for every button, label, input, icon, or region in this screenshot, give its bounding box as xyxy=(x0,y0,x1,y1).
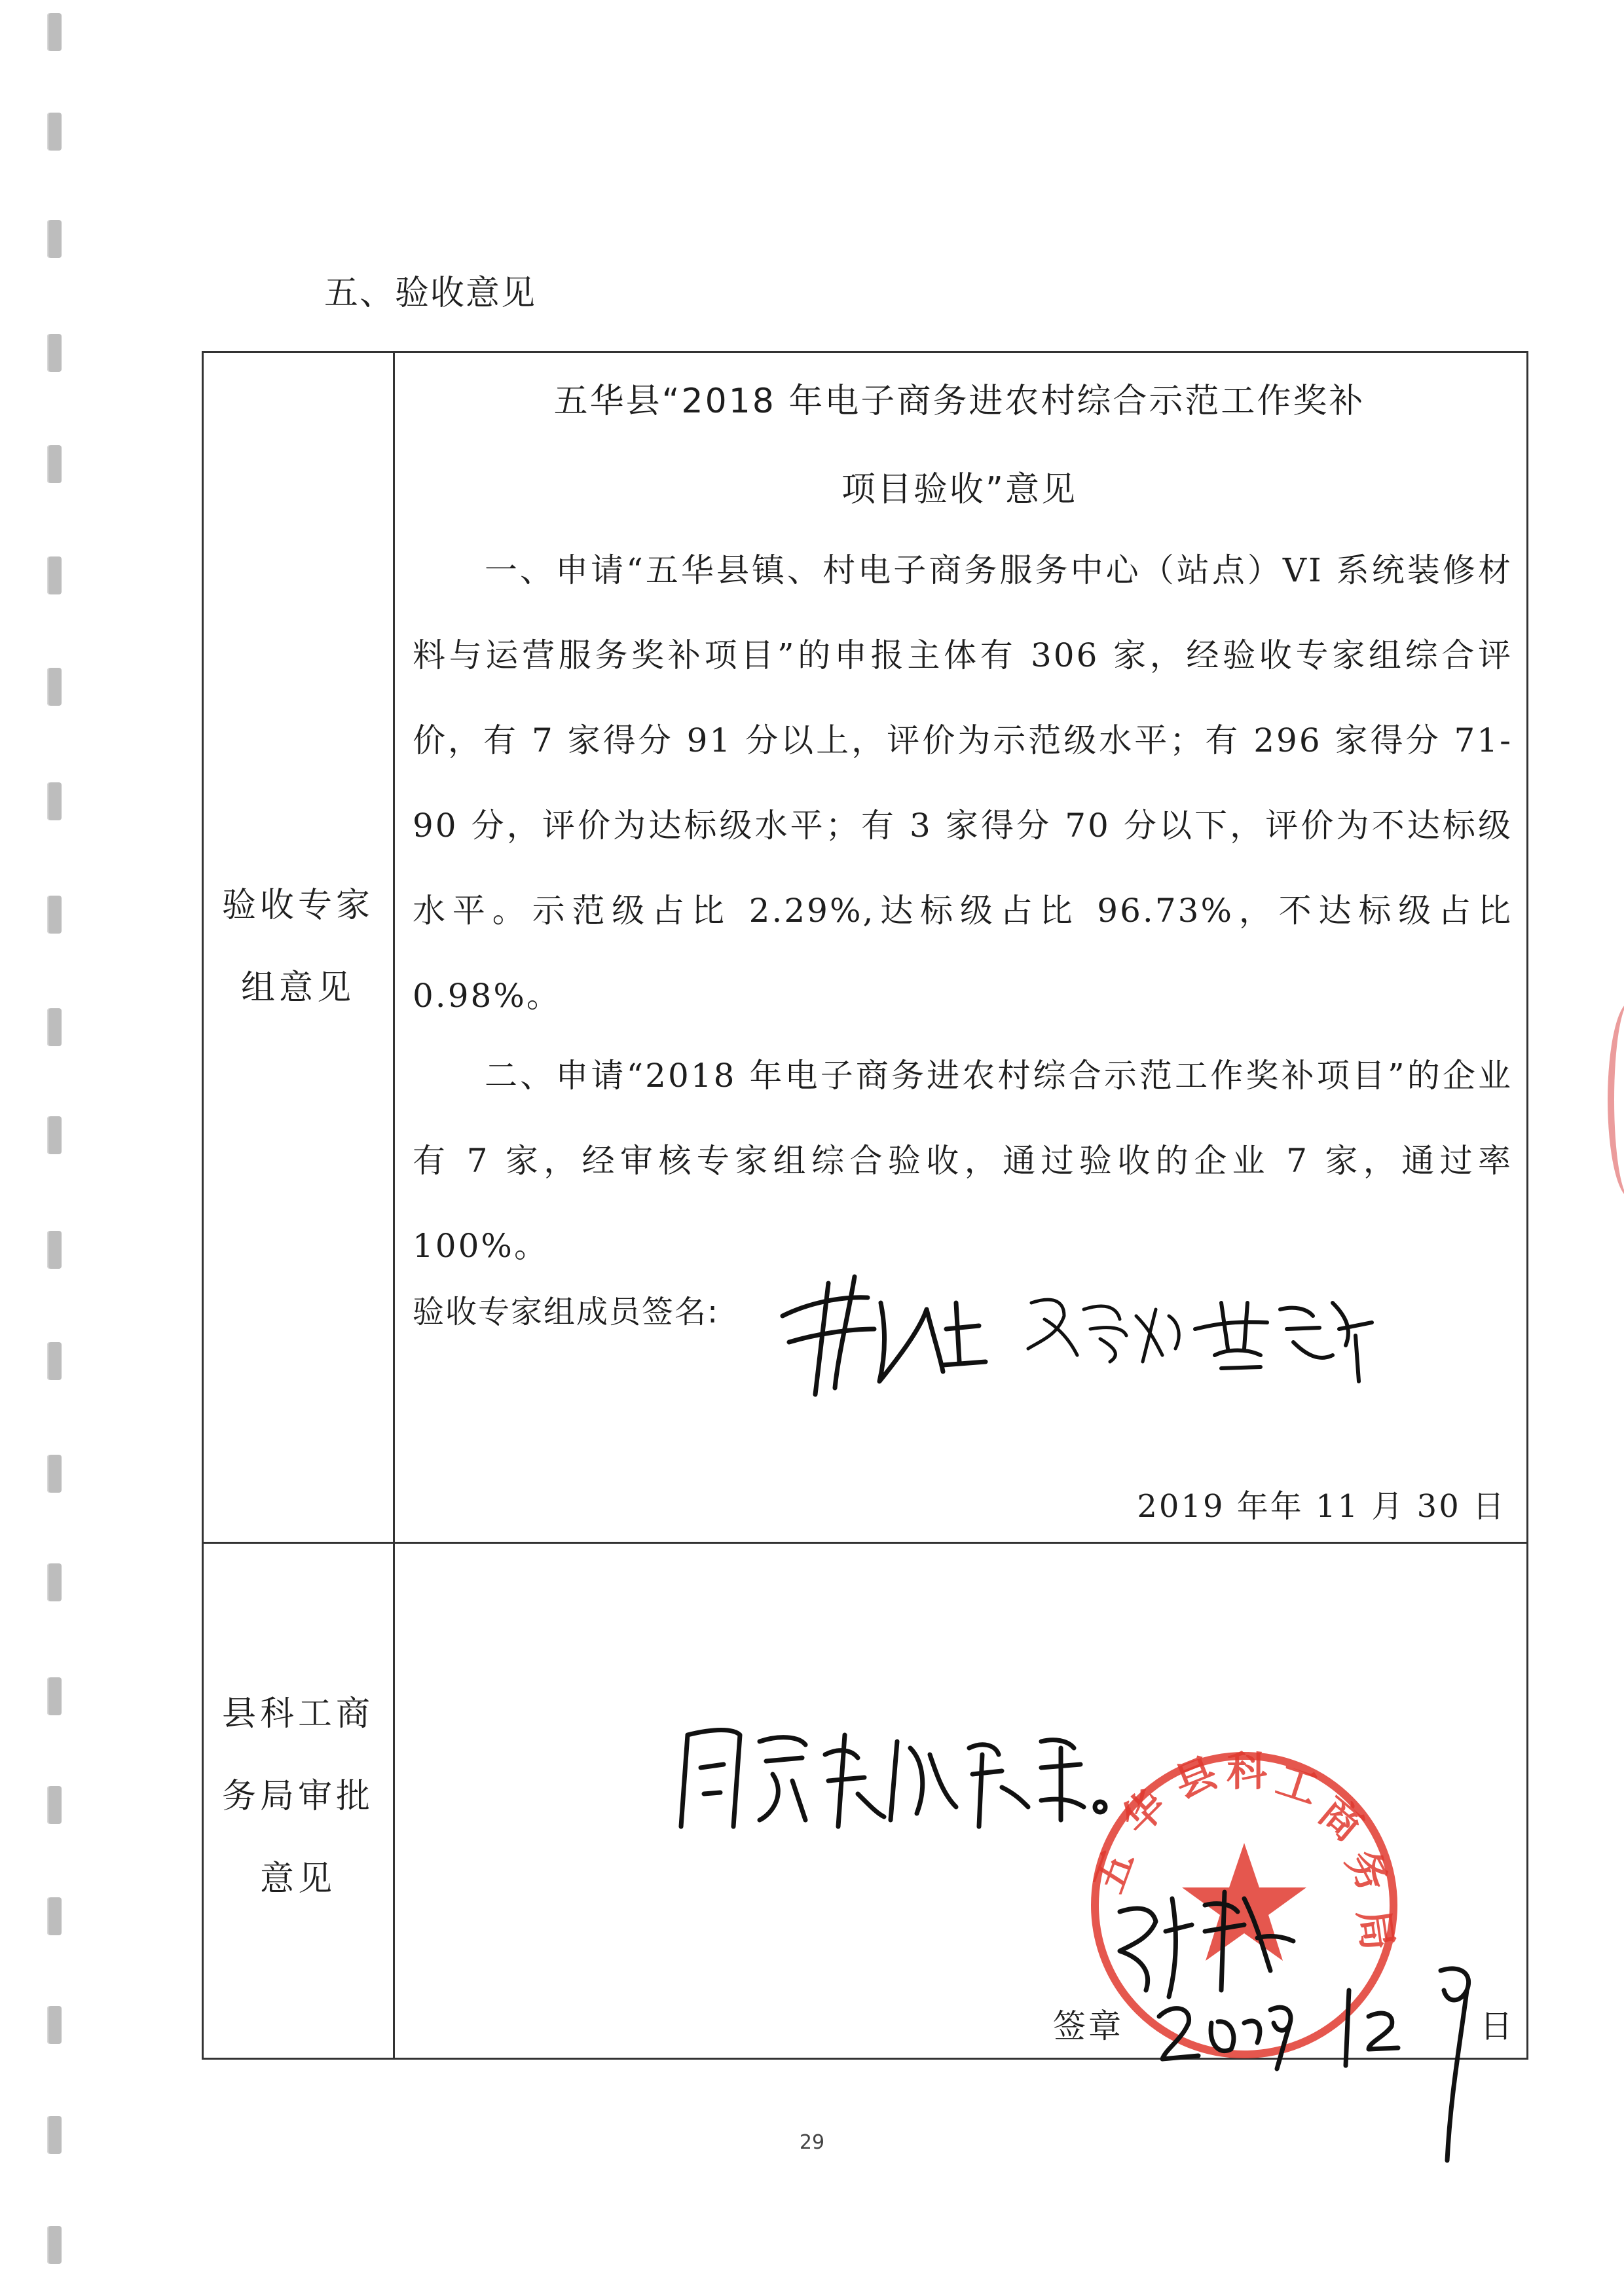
svg-text:五: 五 xyxy=(1084,1844,1143,1899)
approval-row-label-line2: 务局审批 xyxy=(221,1777,374,1816)
binding-hole xyxy=(47,220,62,258)
binding-hole xyxy=(47,782,62,820)
svg-text:华: 华 xyxy=(1112,1781,1175,1844)
binding-hole xyxy=(47,1897,62,1935)
page-number: 29 xyxy=(799,2131,825,2154)
expert-row-label-line2: 组意见 xyxy=(240,968,355,1008)
expert-opinion-date: 2019 年年 11 月 30 日 xyxy=(1137,1488,1506,1525)
expert-signature-label: 验收专家组成员签名: xyxy=(413,1294,720,1330)
binding-hole xyxy=(47,1563,62,1601)
binding-hole xyxy=(47,2226,62,2264)
edge-seal-fragment xyxy=(1608,1002,1624,1198)
svg-text:局: 局 xyxy=(1349,1906,1403,1954)
svg-text:科: 科 xyxy=(1227,1747,1268,1795)
svg-text:工: 工 xyxy=(1270,1755,1324,1814)
binding-hole xyxy=(47,1342,62,1380)
binding-hole xyxy=(47,334,62,372)
binding-hole xyxy=(47,2006,62,2044)
approval-row-label xyxy=(213,1673,383,1920)
approval-date-day-label: 日 xyxy=(1480,2007,1515,2045)
table-row-divider xyxy=(202,1542,1528,1544)
binding-hole xyxy=(47,1116,62,1154)
opinion-title-line2: 项目验收”意见 xyxy=(841,470,1077,509)
binding-hole xyxy=(47,1008,62,1046)
opinion-paragraph-1: 一、申请“五华县镇、村电子商务服务中心（站点）VI 系统装修材料与运营服务奖补项目”的申报主体有 306 家，经验收专家组综合评价，有 7 家得分 91 分以上，评价为示范级水平；有 296 家得分 71-90 分，评价为达标级水平；有 3 家得分 70 分以下，评价为不达标级水平。示范级占比 2.29%,达标级占比 96.73%，不达标级占比 0.98%。 xyxy=(413,551,1513,1015)
approval-sign-label: 签章 xyxy=(1053,2007,1124,2045)
binding-hole xyxy=(47,1231,62,1269)
svg-text:务: 务 xyxy=(1337,1841,1399,1900)
approval-row-label-line3: 意见 xyxy=(259,1859,336,1899)
svg-text:商: 商 xyxy=(1310,1787,1372,1851)
svg-text:县: 县 xyxy=(1168,1747,1224,1808)
approval-row-label-line1: 县科工商 xyxy=(221,1694,374,1734)
opinion-paragraph-2: 二、申请“2018 年电子商务进农村综合示范工作奖补项目”的企业有 7 家，经审核专家组综合验收，通过验收的企业 7 家，通过率 100%。 xyxy=(413,1057,1513,1265)
binding-hole xyxy=(47,445,62,483)
binding-hole xyxy=(47,1677,62,1715)
opinion-title-line1: 五华县“2018 年电子商务进农村综合示范工作奖补 xyxy=(553,382,1365,421)
binding-hole xyxy=(47,113,62,151)
binding-hole xyxy=(47,556,62,594)
expert-row-label xyxy=(213,864,383,1029)
table-column-divider xyxy=(393,351,395,2060)
section-heading: 五、验收意见 xyxy=(324,274,537,313)
expert-signatures xyxy=(769,1257,1385,1408)
binding-hole xyxy=(47,1455,62,1493)
expert-row-label-line1: 验收专家 xyxy=(221,886,374,925)
binding-hole xyxy=(47,896,62,934)
binding-hole xyxy=(47,668,62,706)
handwritten-approval-opinion xyxy=(674,1696,1120,1840)
binding-hole xyxy=(47,13,62,51)
binding-hole xyxy=(47,1786,62,1824)
